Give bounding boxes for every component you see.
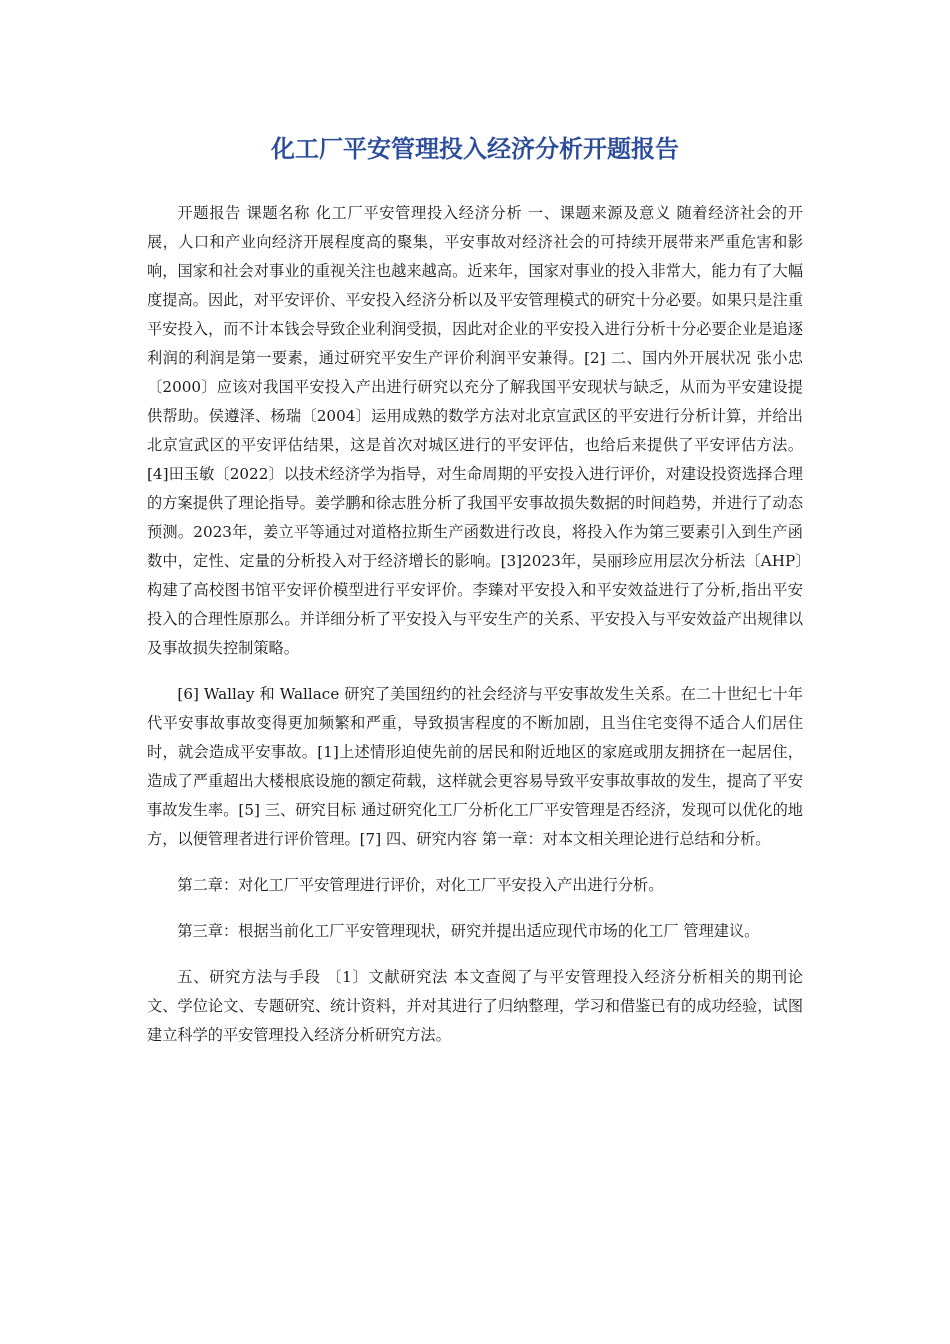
paragraph-3: 第二章：对化工厂平安管理进行评价，对化工厂平安投入产出进行分析。 (177, 876, 664, 894)
paragraph-1: 开题报告 课题名称 化工厂平安管理投入经济分析 一、课题来源及意义 随着经济社会的开展，人口和产业向经济开展程度高的聚集，平安事故对经济社会的可持续开展带来严重危害和影响，国家和社会对事业的重视关注也越来越高。近来年，国家对事业的投入非常大，能力有了大幅度提高。因此，对平安评价、平安投入经济分析以及平安管理模式的研究十分必要。如果只是注重平安投入，而不计本钱会导致企业利润受损，因此对企业的平安投入进行分析十分必要企业是追逐利润的利润是第一要素，通过研究平安生产评价利润平安兼得。[2] 二、国内外开展状况 张小忠〔2000〕应该对我国平安投入产出进行研究以充分了解我国平安现状与缺乏，从而为平安建设提供帮助。侯遵泽、杨瑞〔2004〕运用成熟的数学方法对北京宣武区的平安进行分析计算，并给出北京宣武区的平安评估结果，这是首次对城区进行的平安评估，也给后来提供了平安评估方法。[4]田玉敏〔2022〕以技术经济学为指导，对生命周期的平安投入进行评价，对建设投资选择合理的方案提供了理论指导。姜学鹏和徐志胜分析了我国平安事故损失数据的时间趋势，并进行了动态预测。2023年，姜立平等通过对道格拉斯生产函数进行改良，将投入作为第三要素引入到生产函数中，定性、定量的分析投入对于经济增长的影响。[3]2023年，吴丽珍应用层次分析法〔AHP〕构建了高校图书馆平安评价模型进行平安评价。李臻对平安投入和平安效益进行了分析,指出平安投入的合理性原那么。并详细分析了平安投入与平安生产的关系、平安投入与平安效益产出规律以及事故损失控制策略。 (147, 204, 803, 657)
paragraph-5: 五、研究方法与手段 〔1〕文献研究法 本文查阅了与平安管理投入经济分析相关的期刊论文、学位论文、专题研究、统计资料，并对其进行了归纳整理，学习和借鉴已有的成功经验，试图建立科学的平安管理投入经济分析研究方法。 (147, 968, 803, 1044)
paragraph-4: 第三章：根据当前化工厂平安管理现状，研究并提出适应现代市场的化工厂 管理建议。 (177, 922, 760, 940)
document-body (147, 199, 803, 1067)
page-title: 化工厂平安管理投入经济分析开题报告 (271, 135, 679, 163)
paragraph-2: [6] Wallay 和 Wallace 研究了美国纽约的社会经济与平安事故发生关系。在二十世纪七十年代平安事故事故变得更加频繁和严重，导致损害程度的不断加剧，且当住宅变得不适合人们居住时，就会造成平安事故。[1]上述情形迫使先前的居民和附近地区的家庭或朋友拥挤在一起居住，造成了严重超出大楼根底设施的额定荷载，这样就会更容易导致平安事故事故的发生，提高了平安事故发生率。[5] 三、研究目标 通过研究化工厂分析化工厂平安管理是否经济，发现可以优化的地方，以便管理者进行评价管理。[7] 四、研究内容 第一章：对本文相关理论进行总结和分析。 (147, 685, 803, 848)
